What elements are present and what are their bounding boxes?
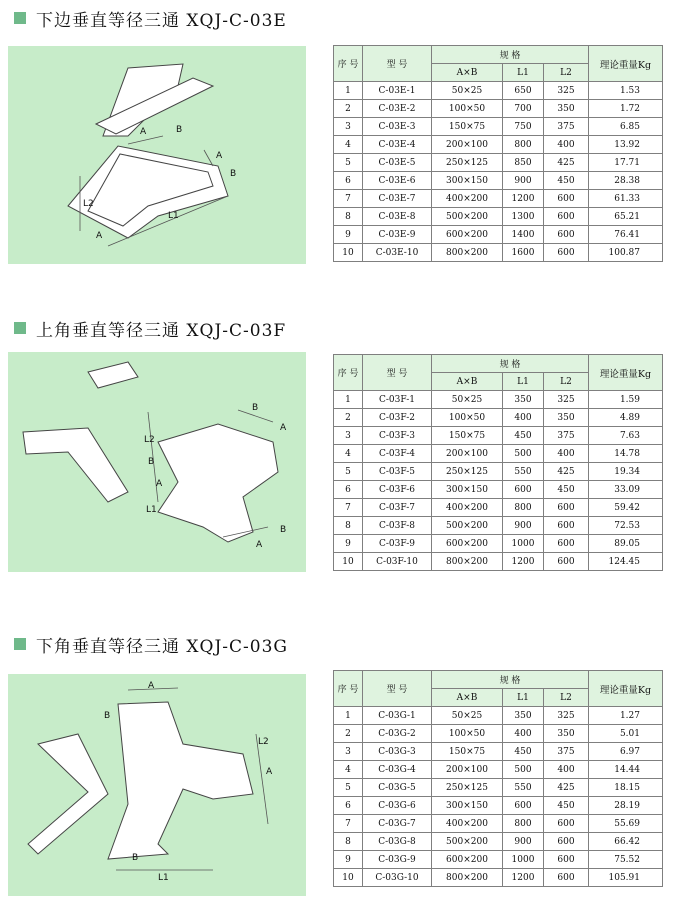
table-row [334, 82, 663, 100]
table-cell: 6.85 [589, 118, 663, 136]
label-l1: L1 [168, 211, 179, 221]
section-title-text: 上角垂直等径三通 XQJ-C-03F [36, 320, 287, 341]
table-cell: 105.91 [589, 869, 663, 887]
table-cell: 4 [334, 445, 363, 463]
table-row [334, 172, 663, 190]
table-cell: 200×100 [432, 761, 503, 779]
table-cell: C-03G-3 [363, 743, 432, 761]
table-cell: 350 [544, 100, 589, 118]
table-cell: 450 [544, 797, 589, 815]
table-cell: 550 [503, 779, 544, 797]
table-cell: 900 [503, 172, 544, 190]
table-cell: 850 [503, 154, 544, 172]
table-cell: 8 [334, 208, 363, 226]
table-cell: C-03G-10 [363, 869, 432, 887]
table-cell: 700 [503, 100, 544, 118]
col-l1: L1 [503, 689, 544, 707]
table-body [334, 82, 663, 262]
table-cell: 66.42 [589, 833, 663, 851]
table-cell: C-03F-2 [363, 409, 432, 427]
table-cell: 600 [544, 226, 589, 244]
table-cell: 450 [503, 427, 544, 445]
table-cell: 1400 [503, 226, 544, 244]
table-cell: 900 [503, 833, 544, 851]
table-cell: 18.15 [589, 779, 663, 797]
col-l2: L2 [544, 64, 589, 82]
table-row [334, 725, 663, 743]
table-cell: 124.45 [589, 553, 663, 571]
table-cell: 1000 [503, 535, 544, 553]
table-row [334, 409, 663, 427]
table-cell: C-03E-7 [363, 190, 432, 208]
table-cell: 425 [544, 154, 589, 172]
table-cell: 450 [503, 743, 544, 761]
table-cell: C-03F-8 [363, 517, 432, 535]
table-cell: C-03F-6 [363, 481, 432, 499]
table-cell: C-03F-3 [363, 427, 432, 445]
table-cell: 50×25 [432, 391, 503, 409]
table-cell: 8 [334, 833, 363, 851]
table-row [334, 869, 663, 887]
table-cell: C-03E-5 [363, 154, 432, 172]
col-weight: 理论重量Kg [589, 46, 663, 82]
table-cell: C-03G-6 [363, 797, 432, 815]
table-cell: 600 [544, 535, 589, 553]
table-cell: 400 [503, 725, 544, 743]
table-row [334, 244, 663, 262]
table-cell: 1200 [503, 869, 544, 887]
section-03f [0, 300, 675, 600]
table-cell: 200×100 [432, 136, 503, 154]
table-row [334, 463, 663, 481]
table-cell: 6 [334, 797, 363, 815]
table-row [334, 226, 663, 244]
table-cell: C-03G-9 [363, 851, 432, 869]
table-cell: 6.97 [589, 743, 663, 761]
table-cell: C-03F-4 [363, 445, 432, 463]
table-row [334, 190, 663, 208]
table-cell: 28.38 [589, 172, 663, 190]
table-cell: 2 [334, 100, 363, 118]
col-weight: 理论重量Kg [589, 671, 663, 707]
label-l2: L2 [258, 737, 269, 747]
table-cell: 350 [544, 409, 589, 427]
table-cell: 500 [503, 445, 544, 463]
table-cell: C-03G-2 [363, 725, 432, 743]
table-cell: 400 [544, 445, 589, 463]
label-l2: L2 [144, 435, 155, 445]
table-cell: 4 [334, 136, 363, 154]
table-cell: 10 [334, 869, 363, 887]
table-cell: 150×75 [432, 427, 503, 445]
table-cell: 800 [503, 499, 544, 517]
table-cell: 375 [544, 743, 589, 761]
table-cell: 600 [544, 851, 589, 869]
label-b2: B [148, 457, 155, 467]
table-cell: 800×200 [432, 553, 503, 571]
spec-table [333, 354, 663, 571]
table-cell: 17.71 [589, 154, 663, 172]
table-row [334, 208, 663, 226]
table-cell: 500×200 [432, 517, 503, 535]
table-cell: 1 [334, 82, 363, 100]
col-l2: L2 [544, 373, 589, 391]
table-row [334, 743, 663, 761]
label-l1: L1 [158, 873, 169, 883]
col-model: 型 号 [363, 355, 432, 391]
table-cell: 600 [544, 208, 589, 226]
table-cell: 76.41 [589, 226, 663, 244]
table-cell: 9 [334, 851, 363, 869]
table-cell: 13.92 [589, 136, 663, 154]
table-cell: 5 [334, 154, 363, 172]
table-cell: 1200 [503, 553, 544, 571]
table-cell: 10 [334, 244, 363, 262]
table-cell: 325 [544, 707, 589, 725]
label-b1: B [176, 125, 183, 135]
table-cell: 600×200 [432, 851, 503, 869]
table-cell: 3 [334, 427, 363, 445]
table-cell: 400×200 [432, 815, 503, 833]
table-cell: 9 [334, 226, 363, 244]
product-diagram [8, 674, 306, 896]
table-cell: 800 [503, 815, 544, 833]
col-spec: 规 格 [432, 46, 589, 64]
table-cell: 750 [503, 118, 544, 136]
table-cell: 7 [334, 190, 363, 208]
table-cell: 1300 [503, 208, 544, 226]
table-cell: 3 [334, 743, 363, 761]
table-cell: 1 [334, 707, 363, 725]
table-cell: 400 [544, 761, 589, 779]
table-row [334, 851, 663, 869]
table-cell: 4 [334, 761, 363, 779]
table-cell: 1.59 [589, 391, 663, 409]
table-cell: 500×200 [432, 833, 503, 851]
table-row [334, 136, 663, 154]
table-cell: C-03E-9 [363, 226, 432, 244]
col-spec: 规 格 [432, 355, 589, 373]
spec-table [333, 670, 663, 887]
section-title [14, 7, 287, 29]
table-cell: 200×100 [432, 445, 503, 463]
table-cell: C-03E-4 [363, 136, 432, 154]
table-cell: 325 [544, 82, 589, 100]
table-cell: 450 [544, 172, 589, 190]
table-cell: C-03G-1 [363, 707, 432, 725]
table-cell: 50×25 [432, 82, 503, 100]
table-cell: 8 [334, 517, 363, 535]
label-b2: B [132, 853, 139, 863]
spec-table [333, 45, 663, 262]
table-cell: C-03F-10 [363, 553, 432, 571]
label-a1: A [280, 423, 287, 433]
table-cell: 1000 [503, 851, 544, 869]
table-cell: C-03G-8 [363, 833, 432, 851]
table-cell: 250×125 [432, 154, 503, 172]
table-cell: C-03G-5 [363, 779, 432, 797]
label-l2: L2 [83, 199, 94, 209]
label-b1: B [252, 403, 259, 413]
table-cell: 400 [503, 409, 544, 427]
table-cell: 325 [544, 391, 589, 409]
table-cell: C-03F-9 [363, 535, 432, 553]
section-title-text: 下边垂直等径三通 XQJ-C-03E [36, 10, 287, 31]
table-cell: 5 [334, 463, 363, 481]
table-cell: 7 [334, 815, 363, 833]
table-cell: 33.09 [589, 481, 663, 499]
section-title [14, 633, 288, 655]
table-row [334, 481, 663, 499]
table-cell: C-03E-2 [363, 100, 432, 118]
col-seq: 序 号 [334, 671, 363, 707]
table-cell: 4.89 [589, 409, 663, 427]
table-cell: 55.69 [589, 815, 663, 833]
table-row [334, 499, 663, 517]
table-cell: 100×50 [432, 409, 503, 427]
table-cell: C-03F-1 [363, 391, 432, 409]
col-model: 型 号 [363, 671, 432, 707]
table-cell: 2 [334, 725, 363, 743]
col-l1: L1 [503, 64, 544, 82]
table-cell: 600 [544, 517, 589, 535]
table-cell: 800×200 [432, 869, 503, 887]
table-cell: 5 [334, 779, 363, 797]
product-diagram [8, 46, 306, 264]
label-a2: A [266, 767, 273, 777]
label-b3: B [280, 525, 287, 535]
table-cell: 1200 [503, 190, 544, 208]
label-a2: A [156, 479, 163, 489]
table-cell: 9 [334, 535, 363, 553]
table-row [334, 779, 663, 797]
table-cell: 400 [544, 136, 589, 154]
table-cell: 425 [544, 463, 589, 481]
tee-diagram-03f [8, 352, 306, 572]
table-cell: 500×200 [432, 208, 503, 226]
table-cell: 300×150 [432, 797, 503, 815]
tee-diagram-03g [8, 674, 306, 896]
title-marker-icon [14, 322, 26, 334]
table-body [334, 391, 663, 571]
table-cell: 5.01 [589, 725, 663, 743]
col-axb: A×B [432, 64, 503, 82]
title-marker-icon [14, 12, 26, 24]
table-cell: 800×200 [432, 244, 503, 262]
table-row [334, 118, 663, 136]
table-row [334, 154, 663, 172]
table-cell: 600 [544, 815, 589, 833]
table-cell: 65.21 [589, 208, 663, 226]
table-cell: 28.19 [589, 797, 663, 815]
title-marker-icon [14, 638, 26, 650]
col-l2: L2 [544, 689, 589, 707]
table-cell: 600 [503, 481, 544, 499]
table-cell: 1.72 [589, 100, 663, 118]
table-cell: 900 [503, 517, 544, 535]
table-cell: 89.05 [589, 535, 663, 553]
table-row [334, 391, 663, 409]
label-a3: A [256, 540, 263, 550]
table-cell: 600 [544, 869, 589, 887]
label-b1: B [104, 711, 111, 721]
label-a2: A [216, 151, 223, 161]
table-cell: 1.53 [589, 82, 663, 100]
table-cell: 600 [544, 833, 589, 851]
table-cell: 100.87 [589, 244, 663, 262]
col-model: 型 号 [363, 46, 432, 82]
table-row [334, 553, 663, 571]
table-cell: C-03G-7 [363, 815, 432, 833]
table-body [334, 707, 663, 887]
col-seq: 序 号 [334, 46, 363, 82]
table-cell: C-03F-7 [363, 499, 432, 517]
label-b2: B [230, 169, 237, 179]
table-cell: 19.34 [589, 463, 663, 481]
col-axb: A×B [432, 373, 503, 391]
section-03e [0, 0, 675, 300]
product-diagram [8, 352, 306, 572]
table-cell: 250×125 [432, 779, 503, 797]
table-cell: 650 [503, 82, 544, 100]
section-title-text: 下角垂直等径三通 XQJ-C-03G [36, 636, 288, 657]
table-cell: C-03E-6 [363, 172, 432, 190]
table-cell: 600 [544, 244, 589, 262]
table-cell: C-03F-5 [363, 463, 432, 481]
table-cell: 300×150 [432, 481, 503, 499]
table-cell: 50×25 [432, 707, 503, 725]
table-cell: 600×200 [432, 226, 503, 244]
table-cell: 350 [503, 391, 544, 409]
table-cell: 150×75 [432, 118, 503, 136]
col-weight: 理论重量Kg [589, 355, 663, 391]
table-cell: 7 [334, 499, 363, 517]
table-cell: 2 [334, 409, 363, 427]
table-cell: 100×50 [432, 100, 503, 118]
table-cell: 400×200 [432, 190, 503, 208]
label-a3: A [96, 231, 103, 241]
table-cell: 550 [503, 463, 544, 481]
table-row [334, 535, 663, 553]
table-cell: 375 [544, 427, 589, 445]
table-cell: 600 [544, 553, 589, 571]
table-cell: 600 [503, 797, 544, 815]
table-cell: 150×75 [432, 743, 503, 761]
table-cell: 375 [544, 118, 589, 136]
table-row [334, 797, 663, 815]
col-l1: L1 [503, 373, 544, 391]
table-cell: 7.63 [589, 427, 663, 445]
table-cell: 600 [544, 190, 589, 208]
table-row [334, 833, 663, 851]
table-cell: C-03E-1 [363, 82, 432, 100]
section-03g [0, 600, 675, 900]
table-cell: 1.27 [589, 707, 663, 725]
table-cell: 350 [544, 725, 589, 743]
table-cell: 6 [334, 172, 363, 190]
table-cell: 400×200 [432, 499, 503, 517]
table-cell: 1 [334, 391, 363, 409]
col-axb: A×B [432, 689, 503, 707]
table-cell: 72.53 [589, 517, 663, 535]
table-cell: 3 [334, 118, 363, 136]
table-cell: 61.33 [589, 190, 663, 208]
table-cell: 14.78 [589, 445, 663, 463]
table-row [334, 445, 663, 463]
table-cell: C-03E-10 [363, 244, 432, 262]
table-cell: C-03G-4 [363, 761, 432, 779]
table-cell: 250×125 [432, 463, 503, 481]
section-title [14, 317, 286, 339]
label-a1: A [148, 681, 155, 691]
table-cell: 500 [503, 761, 544, 779]
table-cell: 600×200 [432, 535, 503, 553]
table-cell: 1600 [503, 244, 544, 262]
table-cell: 800 [503, 136, 544, 154]
table-row [334, 517, 663, 535]
table-cell: 600 [544, 499, 589, 517]
table-row [334, 761, 663, 779]
table-cell: 425 [544, 779, 589, 797]
label-a1: A [140, 127, 147, 137]
table-cell: 100×50 [432, 725, 503, 743]
table-cell: 300×150 [432, 172, 503, 190]
table-cell: 14.44 [589, 761, 663, 779]
col-seq: 序 号 [334, 355, 363, 391]
table-row [334, 707, 663, 725]
table-cell: C-03E-3 [363, 118, 432, 136]
col-spec: 规 格 [432, 671, 589, 689]
table-row [334, 815, 663, 833]
table-cell: 6 [334, 481, 363, 499]
table-row [334, 427, 663, 445]
table-cell: 350 [503, 707, 544, 725]
table-cell: 75.52 [589, 851, 663, 869]
table-row [334, 100, 663, 118]
label-l1: L1 [146, 505, 157, 515]
table-cell: 10 [334, 553, 363, 571]
table-cell: 450 [544, 481, 589, 499]
table-cell: 59.42 [589, 499, 663, 517]
tee-diagram-03e [8, 46, 306, 264]
table-cell: C-03E-8 [363, 208, 432, 226]
